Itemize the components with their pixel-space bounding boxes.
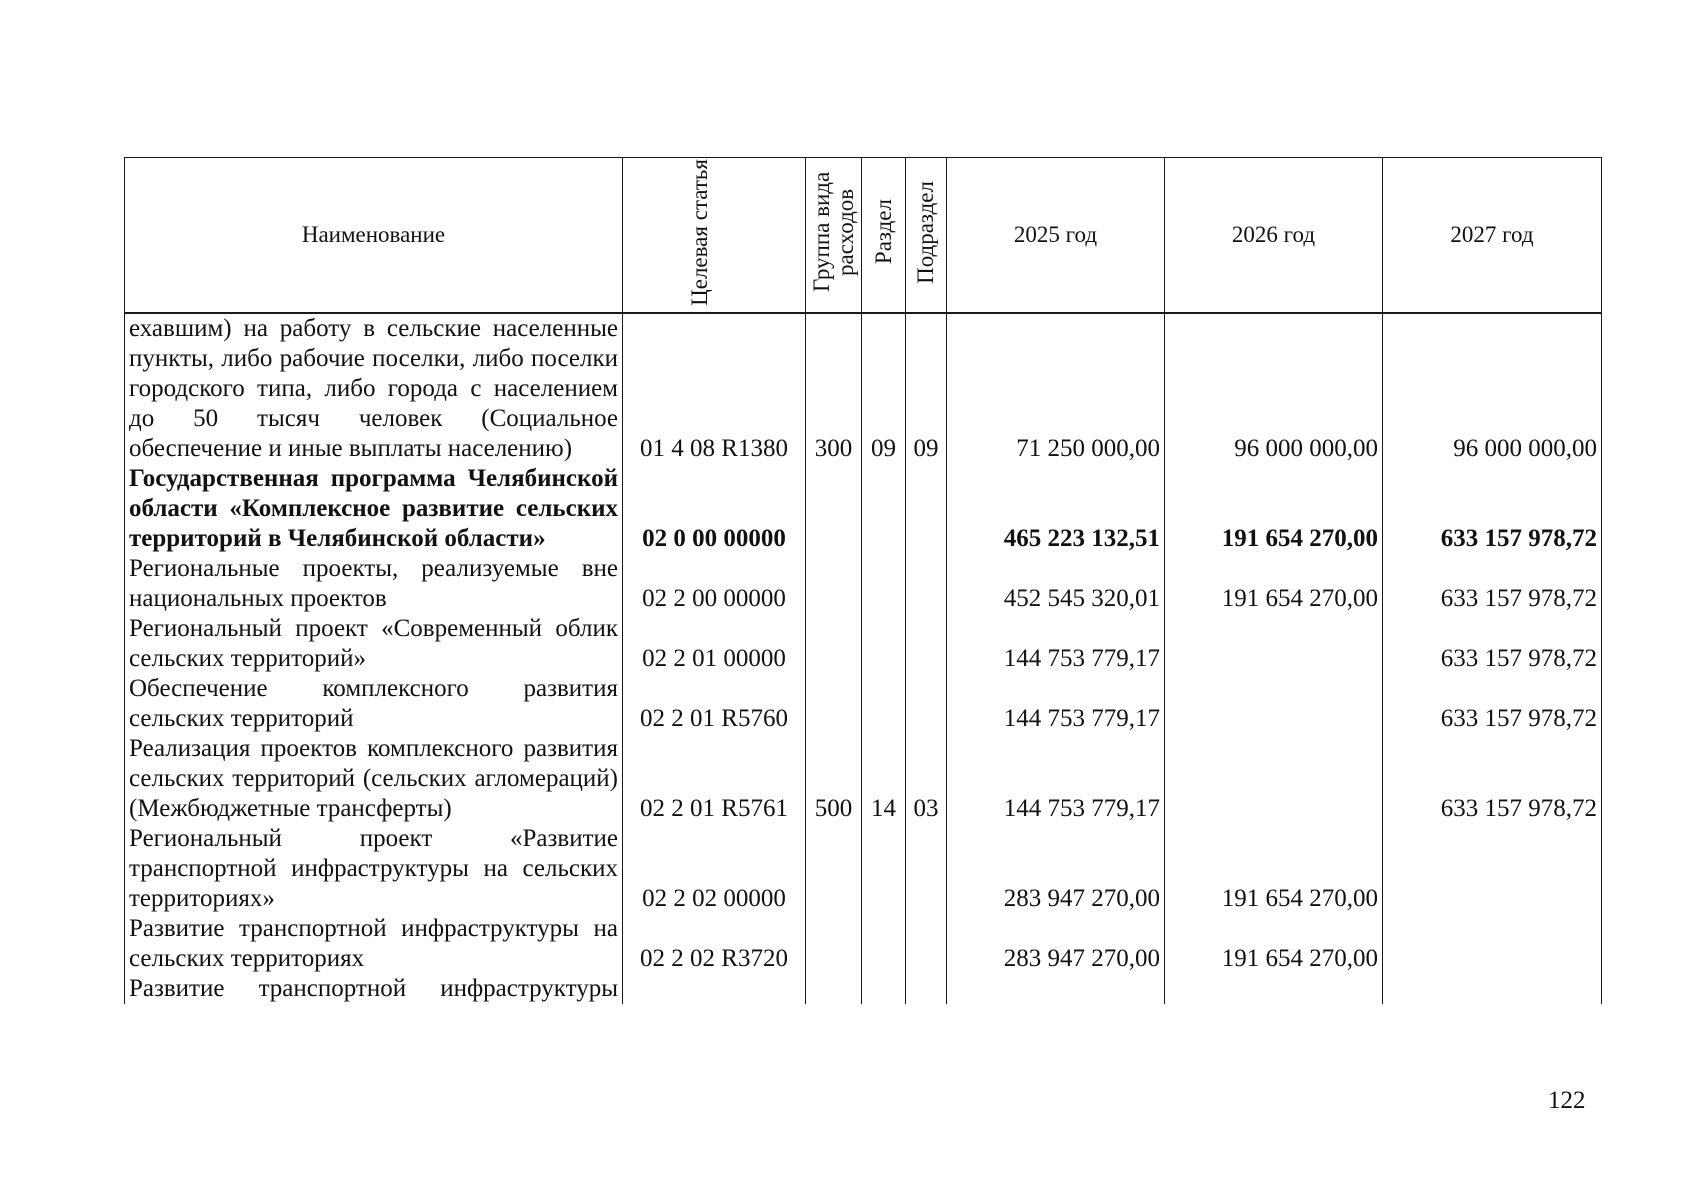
row-group bbox=[806, 974, 862, 1004]
row-target-code bbox=[623, 974, 806, 1004]
header-name: Наименование bbox=[125, 158, 623, 314]
page-number: 122 bbox=[1548, 1087, 1586, 1114]
table-row bbox=[125, 674, 1602, 734]
table-header-row bbox=[125, 158, 1602, 314]
row-value-2027 bbox=[1383, 974, 1602, 1004]
row-group bbox=[806, 674, 862, 734]
row-target-code: 02 2 02 00000 bbox=[623, 824, 806, 914]
row-group bbox=[806, 554, 862, 614]
header-subsection-text: Подраздел bbox=[913, 180, 938, 284]
row-name: Развитие транспортной инфраструктуры на сельских территориях bbox=[125, 914, 623, 974]
row-value-2025: 452 545 320,01 bbox=[947, 554, 1165, 614]
row-value-2025: 283 947 270,00 bbox=[947, 914, 1165, 974]
row-value-2027: 633 157 978,72 bbox=[1383, 554, 1602, 614]
row-target-code: 02 2 01 00000 bbox=[623, 614, 806, 674]
table-row bbox=[125, 614, 1602, 674]
row-section bbox=[862, 554, 906, 614]
row-target-code: 02 2 01 R5761 bbox=[623, 734, 806, 824]
row-target-code: 01 4 08 R1380 bbox=[623, 313, 806, 464]
row-section bbox=[862, 614, 906, 674]
row-value-2025 bbox=[947, 974, 1165, 1004]
row-name: Региональные проекты, реализуемые вне национальных проектов bbox=[125, 554, 623, 614]
row-group bbox=[806, 824, 862, 914]
row-section bbox=[862, 914, 906, 974]
row-name: Региональный проект «Современный облик сельских территорий» bbox=[125, 614, 623, 674]
row-name: Развитие транспортной инфраструктуры bbox=[125, 974, 623, 1004]
header-target bbox=[623, 158, 806, 314]
header-2025: 2025 год bbox=[947, 158, 1165, 314]
row-group bbox=[806, 614, 862, 674]
row-value-2025: 144 753 779,17 bbox=[947, 614, 1165, 674]
row-name: Обеспечение комплексного развития сельских территорий bbox=[125, 674, 623, 734]
header-section-text: Раздел bbox=[870, 199, 896, 265]
table-row bbox=[125, 554, 1602, 614]
row-value-2027: 633 157 978,72 bbox=[1383, 674, 1602, 734]
header-2027: 2027 год bbox=[1383, 158, 1602, 314]
budget-table bbox=[124, 157, 1602, 1004]
row-subsection: 09 bbox=[906, 313, 947, 464]
table-row bbox=[125, 734, 1602, 824]
row-value-2027 bbox=[1383, 914, 1602, 974]
row-group: 300 bbox=[806, 313, 862, 464]
row-subsection bbox=[906, 974, 947, 1004]
header-2026: 2026 год bbox=[1165, 158, 1383, 314]
table-row bbox=[125, 914, 1602, 974]
row-section bbox=[862, 974, 906, 1004]
row-subsection: 03 bbox=[906, 734, 947, 824]
row-value-2025: 465 223 132,51 bbox=[947, 464, 1165, 554]
row-subsection bbox=[906, 464, 947, 554]
row-value-2027 bbox=[1383, 824, 1602, 914]
row-section bbox=[862, 824, 906, 914]
row-value-2026: 191 654 270,00 bbox=[1165, 464, 1383, 554]
row-subsection bbox=[906, 554, 947, 614]
row-name: Государственная программа Челябинской области «Комплексное развитие сельских территорий в Челябинской области» bbox=[125, 464, 623, 554]
row-value-2026: 191 654 270,00 bbox=[1165, 914, 1383, 974]
header-target-text: Целевая статья bbox=[687, 158, 712, 306]
row-value-2025: 144 753 779,17 bbox=[947, 734, 1165, 824]
row-target-code: 02 0 00 00000 bbox=[623, 464, 806, 554]
row-value-2026: 96 000 000,00 bbox=[1165, 313, 1383, 464]
row-subsection bbox=[906, 614, 947, 674]
row-value-2027: 633 157 978,72 bbox=[1383, 464, 1602, 554]
row-value-2026: 191 654 270,00 bbox=[1165, 824, 1383, 914]
row-subsection bbox=[906, 824, 947, 914]
row-section bbox=[862, 674, 906, 734]
row-value-2027: 96 000 000,00 bbox=[1383, 313, 1602, 464]
row-group: 500 bbox=[806, 734, 862, 824]
row-value-2025: 71 250 000,00 bbox=[947, 313, 1165, 464]
row-subsection bbox=[906, 914, 947, 974]
row-target-code: 02 2 00 00000 bbox=[623, 554, 806, 614]
row-value-2025: 283 947 270,00 bbox=[947, 824, 1165, 914]
row-value-2026 bbox=[1165, 674, 1383, 734]
row-value-2025: 144 753 779,17 bbox=[947, 674, 1165, 734]
row-target-code: 02 2 02 R3720 bbox=[623, 914, 806, 974]
row-subsection bbox=[906, 674, 947, 734]
row-value-2027: 633 157 978,72 bbox=[1383, 614, 1602, 674]
row-section: 14 bbox=[862, 734, 906, 824]
row-group bbox=[806, 464, 862, 554]
header-section bbox=[862, 158, 906, 314]
row-section bbox=[862, 464, 906, 554]
row-section: 09 bbox=[862, 313, 906, 464]
row-value-2026 bbox=[1165, 734, 1383, 824]
row-target-code: 02 2 01 R5760 bbox=[623, 674, 806, 734]
row-value-2026 bbox=[1165, 974, 1383, 1004]
row-value-2026: 191 654 270,00 bbox=[1165, 554, 1383, 614]
row-group bbox=[806, 914, 862, 974]
row-value-2027: 633 157 978,72 bbox=[1383, 734, 1602, 824]
table-row bbox=[125, 974, 1602, 1004]
header-group-text: Группа вида расходов bbox=[809, 171, 858, 293]
table-row bbox=[125, 824, 1602, 914]
table-row bbox=[125, 313, 1602, 464]
row-name: ехавшим) на работу в сельские населенные пункты, либо рабочие поселки, либо поселки городского типа, либо города с населением до 50 тысяч человек (Социальное обеспечение и иные выплаты населению) bbox=[125, 313, 623, 464]
header-subsection bbox=[906, 158, 947, 314]
row-name: Реализация проектов комплексного развития сельских территорий (сельских агломераций) (Межбюджетные трансферты) bbox=[125, 734, 623, 824]
row-value-2026 bbox=[1165, 614, 1383, 674]
table-row bbox=[125, 464, 1602, 554]
header-group bbox=[806, 158, 862, 314]
row-name: Региональный проект «Развитие транспортной инфраструктуры на сельских территориях» bbox=[125, 824, 623, 914]
